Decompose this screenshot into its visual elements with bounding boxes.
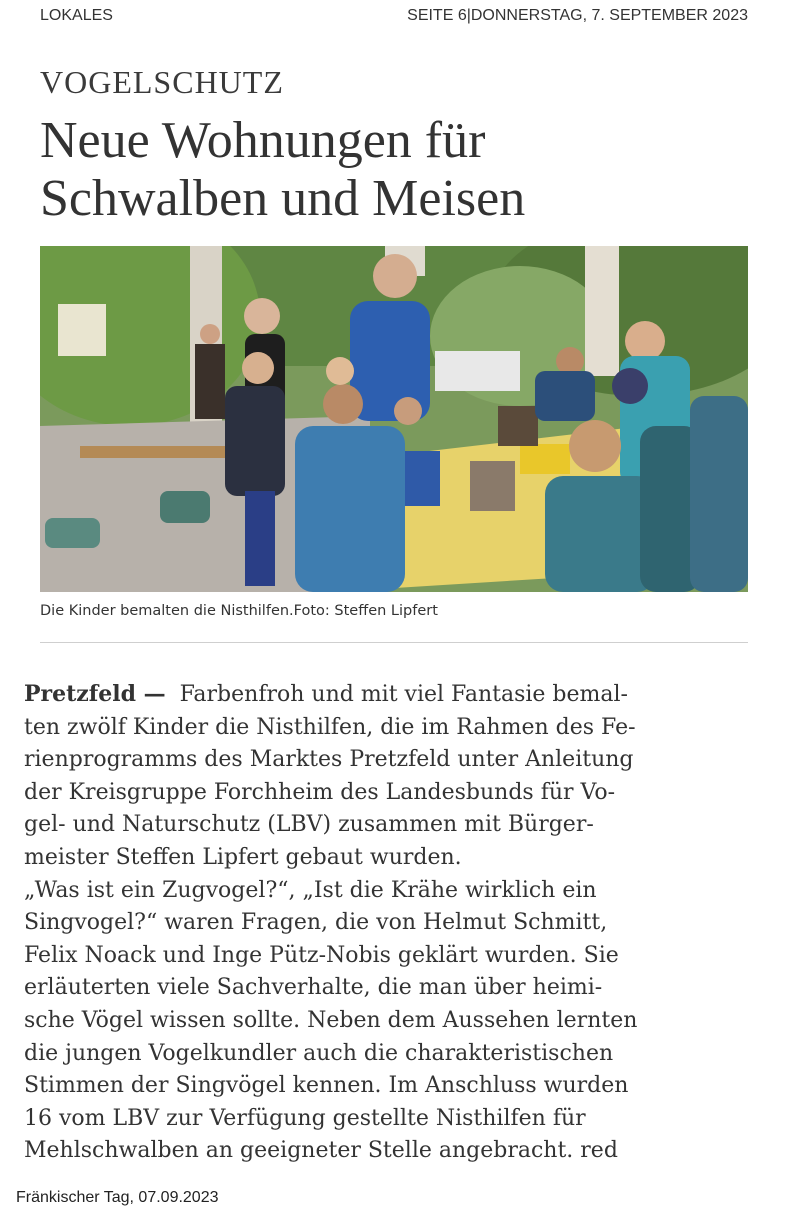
source-note: Fränkischer Tag, 07.09.2023 [16, 1189, 219, 1206]
page-number: SEITE 6 [407, 7, 467, 24]
body-line: erläuterten viele Sachverhalte, die man über heimi- [24, 975, 603, 1001]
body-line: meister Steffen Lipfert gebaut wurden. [24, 844, 462, 870]
body-line: Felix Noack und Inge Pütz-Nobis geklärt wurden. Sie [24, 942, 619, 968]
photo-caption: Die Kinder bemalten die Nisthilfen.Foto: Steffen Lipfert [40, 603, 438, 619]
body-line: ten zwölf Kinder die Nisthilfen, die im Rahmen des Fe- [24, 714, 636, 740]
body-line: 16 vom LBV zur Verfügung gestellte Nisthilfen für [24, 1105, 586, 1131]
body-line: gel- und Naturschutz (LBV) zusammen mit Bürger- [24, 812, 594, 838]
headline-line: Neue Wohnungen für [40, 112, 486, 169]
article-body [24, 678, 754, 1168]
body-line: Mehlschwalben an geeigneter Stelle angebracht. red [24, 1138, 618, 1164]
header-separator: | [466, 7, 471, 24]
dateline-place: Pretzfeld — [24, 681, 166, 707]
issue-date: DONNERSTAG, 7. SEPTEMBER 2023 [470, 7, 748, 24]
body-line: sche Vögel wissen sollte. Neben dem Aussehen lernten [24, 1007, 638, 1033]
page-header [40, 4, 748, 28]
body-line: die jungen Vogelkundler auch die charakteristischen [24, 1040, 614, 1066]
body-line: Stimmen der Singvögel kennen. Im Anschluss wurden [24, 1073, 629, 1099]
headline-line: Schwalben und Meisen [40, 170, 526, 227]
photo-illustration [40, 246, 748, 592]
article-headline [40, 112, 760, 228]
body-line: „Was ist ein Zugvogel?“, „Ist die Krähe wirklich ein [24, 877, 597, 903]
article-kicker: VOGELSCHUTZ [40, 64, 284, 100]
page-date-info [407, 7, 748, 25]
caption-divider [40, 642, 748, 643]
body-line: Singvogel?“ waren Fragen, die von Helmut Schmitt, [24, 910, 608, 936]
section-label: LOKALES [40, 7, 113, 24]
article-photo[interactable] [40, 246, 748, 592]
body-line: rienprogramms des Marktes Pretzfeld unter Anleitung [24, 747, 634, 773]
body-line [24, 678, 754, 712]
body-line-text: Farbenfroh und mit viel Fantasie bemal- [179, 682, 628, 707]
body-line: der Kreisgruppe Forchheim des Landesbunds für Vo- [24, 779, 616, 805]
